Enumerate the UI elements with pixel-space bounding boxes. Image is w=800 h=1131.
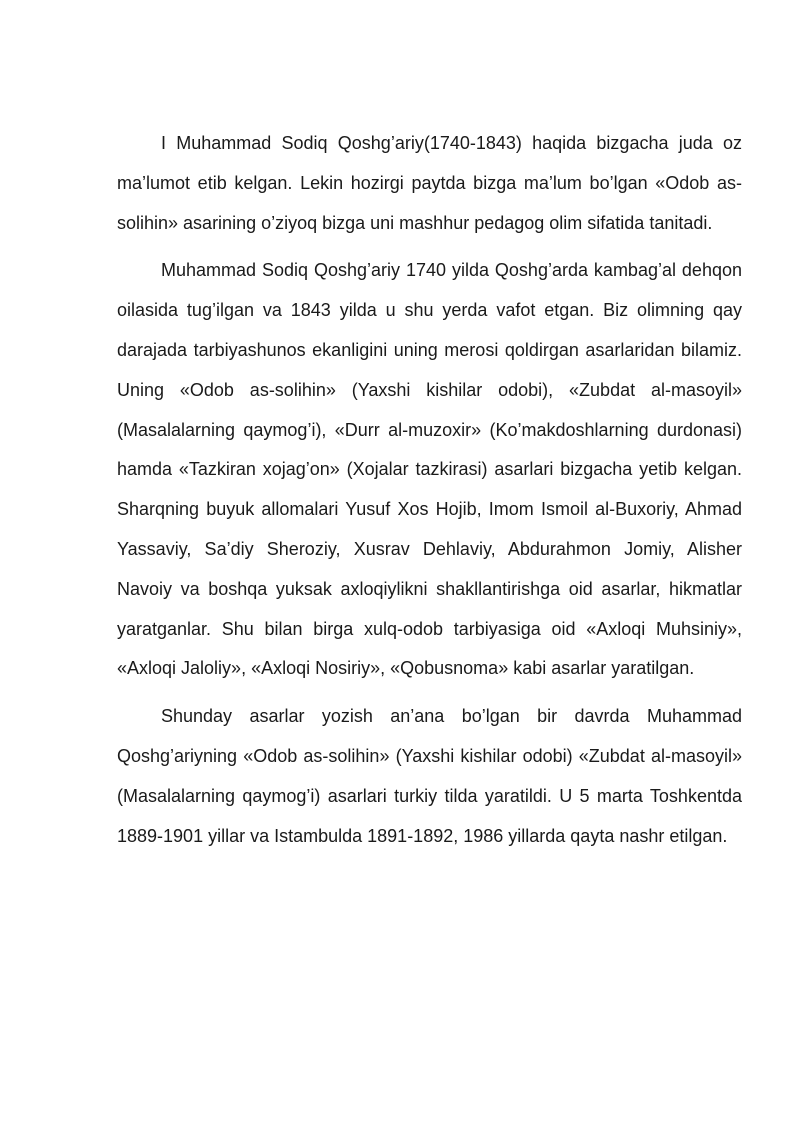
paragraph-1: I Muhammad Sodiq Qoshg’ariy(1740-1843) haqida bizgacha juda oz ma’lumot etib kelgan. Lekin hozirgi paytda bizga ma’lum bo’lgan «Odob as-solihin» asarining o’ziyoq bizga uni mashhur pedagog olim sifatida tanitadi. bbox=[117, 133, 742, 233]
paragraph-2: Muhammad Sodiq Qoshg’ariy 1740 yilda Qoshg’arda kambag’al dehqon oilasida tug’ilgan va 1843 yilda u shu yerda vafot etgan. Biz olimning qay darajada tarbiyashunos ekanligini uning merosi qoldirgan asarlaridan bilamiz. Uning «Odob as-solihin» (Yaxshi kishilar odobi), «Zubdat al-masoyil» (Masalalarning qaymog’i), «Durr al-muzoxir» (Ko’makdoshlarning durdonasi) hamda «Tazkiran xojag’on» (Xojalar tazkirasi) asarlari bizgacha yetib kelgan. Sharqning buyuk allomalari Yusuf Xos Hojib, Imom Ismoil al-Buxoriy, Ahmad Yassaviy, Sa’diy Sheroziy, Xusrav Dehlaviy, Abdurahmon Jomiy, Alisher Navoiy va boshqa yuksak axloqiylikni shakllantirishga oid asarlar, hikmatlar yaratganlar. Shu bilan birga xulq-odob tarbiyasiga oid «Axloqi Muhsiniy», «Axloqi Jaloliy», «Axloqi Nosiriy», «Qobusnoma» kabi asarlar yaratilgan. bbox=[117, 260, 742, 679]
paragraph-3: Shunday asarlar yozish an’ana bo’lgan bir davrda Muhammad Qoshg’ariyning «Odob as-solihin» (Yaxshi kishilar odobi) «Zubdat al-masoyil» (Masalalarning qaymog’i) asarlari turkiy tilda yaratildi. U 5 marta Toshkentda 1889-1901 yillar va Istambulda 1891-1892, 1986 yillarda qayta nashr etilgan. bbox=[117, 706, 742, 846]
document-page bbox=[117, 124, 742, 864]
